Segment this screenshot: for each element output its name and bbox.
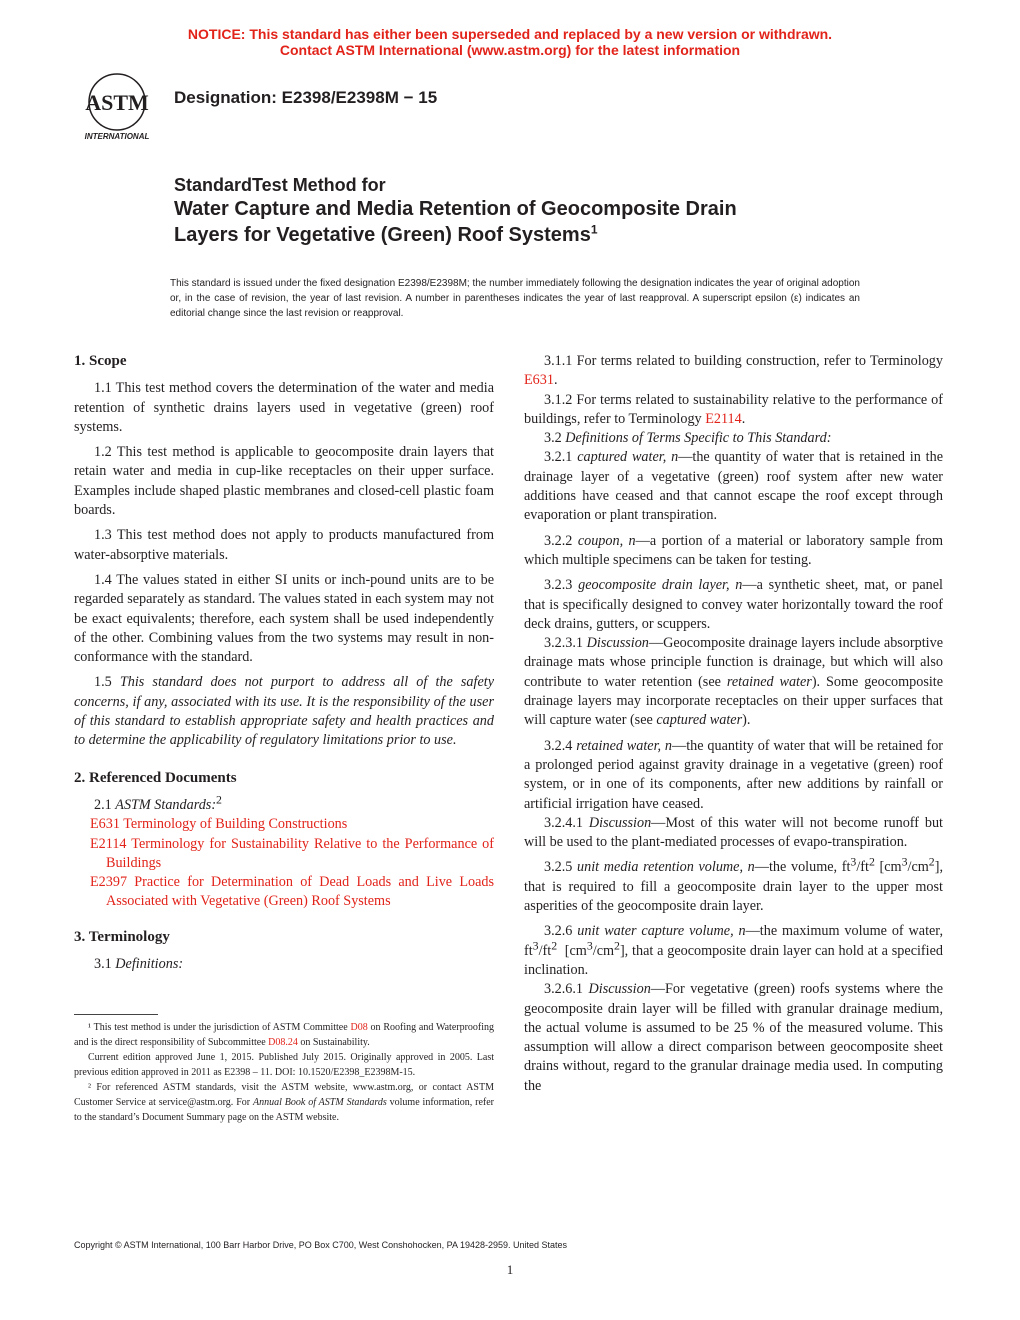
para-3-2-6: 3.2.6 unit water capture volume, n—the maximum volume of water, $ft^3/ft^2$ $[cm^3/cm^2]$, that a geocomposite drain layer can hold at a specified inclination. bbox=[524, 923, 944, 978]
copyright: Copyright © ASTM International, 100 Barr Harbor Drive, PO Box C700, West Conshohocken, PA 19428-2959. United States bbox=[74, 1240, 568, 1250]
para-1-2: 1.2 This test method is applicable to geocomposite drain layers that retain water and media in cup-like receptacles on their upper surface. Examples include shaped plastic membranes and closed-cell plastic foam boards. bbox=[74, 444, 494, 519]
right-column bbox=[524, 352, 943, 1102]
reference-e631[interactable]: E631 Terminology of Building Constructions bbox=[90, 816, 348, 833]
para-1-3: 1.3 This test method does not apply to products manufactured from water-absorptive materials. bbox=[74, 527, 494, 563]
para-3-2: 3.2 Definitions of Terms Specific to This Standard: bbox=[544, 430, 832, 447]
para-3-2-4: 3.2.4 retained water, n—the quantity of water that will be retained for a prolonged period against gravity drainage in a vegetative (green) roof system, or in one of its components, after new additions by rainfall or artificial irrigation have ceased. bbox=[524, 737, 944, 812]
para-3-2-3: 3.2.3 geocomposite drain layer, n—a synthetic sheet, mat, or panel that is specifically designed to convey water horizontally toward the roof deck drains, gutters, or scuppers. bbox=[524, 577, 943, 632]
para-1-5: 1.5 This standard does not purport to address all of the safety concerns, if any, associated with its use. It is the responsibility of the user of this standard to establish appropriate safety and health practices and to determine the applicability of regulatory limitations prior to use. bbox=[74, 674, 494, 749]
reference-e2397[interactable]: E2397 Practice for Determination of Dead Loads and Live Loads Associated with Vegetative (Green) Roof Systems bbox=[90, 874, 494, 910]
reference-e2114[interactable]: E2114 Terminology for Sustainability Relative to the Performance of Buildings bbox=[90, 835, 494, 871]
designation: Designation: E2398/E2398M − 15 bbox=[174, 88, 438, 107]
title-footnote-mark: 1 bbox=[590, 222, 598, 237]
para-3-1-2: 3.1.2 For terms related to sustainability relative to the performance of buildings, refer to Terminology E2114. bbox=[524, 391, 943, 427]
para-3-2-3-1: 3.2.3.1 Discussion—Geocomposite drainage layers include absorptive drainage mats whose principle function is drainage, but which will also contribute to water retention (see retained water). Some geocomposite drainage layers may incorporate receptacles on their upper surfaces that will capture water (see captured water). bbox=[524, 635, 944, 729]
logo-sub: INTERNATIONAL bbox=[84, 132, 150, 141]
notice-line-1: NOTICE: This standard has either been superseded and replaced by a new version or withdrawn. bbox=[187, 26, 833, 42]
para-3-1: 3.1 Definitions: bbox=[94, 956, 184, 973]
footnote-rule bbox=[74, 1014, 158, 1015]
link-e2114[interactable]: E2114 bbox=[705, 410, 742, 427]
para-2-1: 2.1 ASTM Standards:$^2$ bbox=[94, 792, 222, 813]
issued-statement: This standard is issued under the fixed designation E2398/E2398M; the number immediately following the designation indicates the year of original adoption or, in the case of revision, the year of last revision. A number in parentheses indicates the year of last reapproval. A superscript epsilon (ε) indicates an editorial change since the last revision or reapproval. bbox=[170, 278, 860, 319]
page-number: 1 bbox=[506, 1262, 514, 1277]
title-line-2: Water Capture and Media Retention of Geocomposite Drain bbox=[174, 198, 737, 220]
link-e631[interactable]: E631 bbox=[524, 372, 554, 389]
logo-word: ASTM bbox=[85, 90, 149, 115]
title-line-1: StandardTest Method for bbox=[174, 175, 386, 195]
para-3-2-5: 3.2.5 unit media retention volume, n—the volume, $ft^3/ft^2$ $[cm^3/cm^2]$, that is required to fill a geocomposite drain layer to the upper most asperities of the geocomposite drain layer. bbox=[524, 854, 943, 915]
notice-line-2: Contact ASTM International (www.astm.org) for the latest information bbox=[279, 42, 741, 58]
document-title bbox=[174, 174, 914, 248]
section-3-heading: 3. Terminology bbox=[74, 928, 170, 945]
footnotes bbox=[74, 1020, 494, 1125]
para-3-2-1: 3.2.1 captured water, n—the quantity of water that is retained in the drainage layer of a vegetative (green) roof system after new water additions have ceased and that cannot escape the roof except through evaporation or plant transpiration. bbox=[524, 449, 944, 524]
superseded-notice bbox=[0, 26, 1020, 58]
para-1-1: 1.1 This test method covers the determination of the water and media retention of synthetic drains layers used in vegetative (green) roof systems. bbox=[74, 380, 494, 435]
para-3-1-1: 3.1.1 For terms related to building construction, refer to Terminology E631. bbox=[524, 353, 943, 389]
para-1-4: 1.4 The values stated in either SI units or inch-pound units are to be regarded separately as standard. The values stated in each system may not be exact equivalents; therefore, each system shall be used independently of the other. Combining values from the two systems may result in non-conformance with the standard. bbox=[74, 571, 494, 666]
astm-logo bbox=[74, 72, 160, 142]
para-3-2-6-1: 3.2.6.1 Discussion—For vegetative (green) roofs systems where the geocomposite drain layer will be filled with granular drainage medium, the actual volume is assumed to be 25 % of the measured volume. This assumption will allow a direct comparison between geocomposite sheet drains without, regard to the granular drainage media used. In computing the bbox=[524, 981, 943, 1094]
section-1-heading: 1. Scope bbox=[74, 353, 127, 369]
footnote-1: ¹ This test method is under the jurisdiction of ASTM Committee D08 on Roofing and Waterproofing and is the direct responsibility of Subcommittee D08.24 on Sustainability. bbox=[74, 1022, 495, 1048]
footnote-1-approval: Current edition approved June 1, 2015. Published July 2015. Originally approved in 2005. Last previous edition approved in 2011 as E2398 – 11. DOI: 10.1520/E2398_E2398M-15. bbox=[74, 1052, 494, 1078]
para-3-2-4-1: 3.2.4.1 Discussion—Most of this water will not become runoff but will be used to the plant-mediated processes of evapo-transpiration. bbox=[524, 814, 943, 851]
section-2-heading: 2. Referenced Documents bbox=[74, 769, 237, 786]
title-line-3: Layers for Vegetative (Green) Roof Systems bbox=[174, 224, 591, 246]
footnote-2: ² For referenced ASTM standards, visit the ASTM website, www.astm.org, or contact ASTM Customer Service at service@astm.org. For Annual Book of ASTM Standards volume information, refer to the standard’s Document Summary page on the ASTM website. bbox=[74, 1082, 495, 1123]
para-3-2-2: 3.2.2 coupon, n—a portion of a material or laboratory sample from which multiple specimens can be taken for testing. bbox=[524, 532, 944, 568]
left-column bbox=[74, 352, 494, 980]
